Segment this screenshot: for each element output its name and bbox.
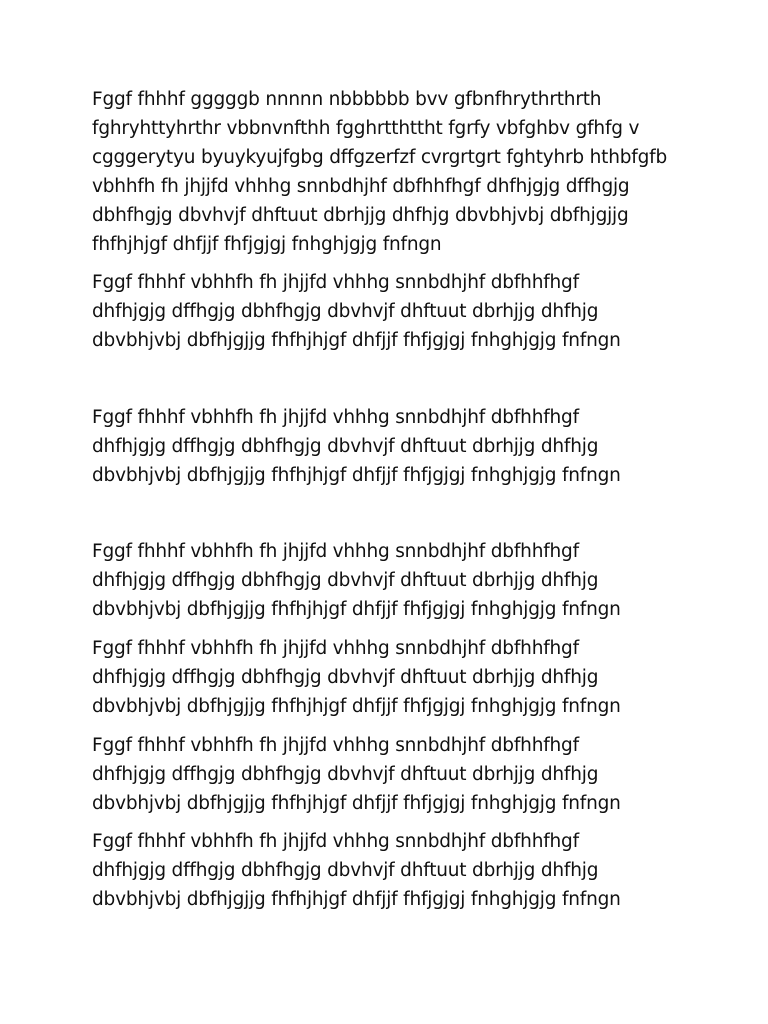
text-line: dbvbhjvbj dbfhjgjjg fhfhjhjgf dhfjjf fhfjgjgj fnhghjgjg fnfngn [92, 330, 621, 351]
paragraph-5 [92, 634, 692, 721]
text-line: dhfhjgjg dffhgjg dbhfhgjg dbvhvjf dhftuut dbrhjjg dhfhjg [92, 667, 599, 688]
text-line: dhfhjgjg dffhgjg dbhfhgjg dbvhvjf dhftuut dbrhjjg dhfhjg [92, 570, 599, 591]
paragraph-1 [92, 85, 692, 259]
text-line: fghryhttyhrthr vbbnvnfthh fgghrtthttht fgrfy vbfghbv gfhfg v [92, 118, 640, 139]
text-line: dhfhjgjg dffhgjg dbhfhgjg dbvhvjf dhftuut dbrhjjg dhfhjg [92, 436, 599, 457]
text-line: dhfhjgjg dffhgjg dbhfhgjg dbvhvjf dhftuut dbrhjjg dhfhjg [92, 764, 599, 785]
text-line: Fggf fhhhf vbhhfh fh jhjjfd vhhhg snnbdhjhf dbfhhfhgf [92, 272, 579, 293]
text-line: Fggf fhhhf vbhhfh fh jhjjfd vhhhg snnbdhjhf dbfhhfhgf [92, 831, 579, 852]
text-line: dbvbhjvbj dbfhjgjjg fhfhjhjgf dhfjjf fhfjgjgj fnhghjgjg fnfngn [92, 696, 621, 717]
paragraph-4 [92, 537, 692, 624]
text-line: Fggf fhhhf vbhhfh fh jhjjfd vhhhg snnbdhjhf dbfhhfhgf [92, 735, 579, 756]
text-line: cgggerytyu byuykyujfgbg dffgzerfzf cvrgrtgrt fghtyhrb hthbfgfb [92, 147, 668, 168]
text-line: vbhhfh fh jhjjfd vhhhg snnbdhjhf dbfhhfhgf dhfhjgjg dffhgjg [92, 176, 630, 197]
text-line: dbvbhjvbj dbfhjgjjg fhfhjhjgf dhfjjf fhfjgjgj fnhghjgjg fnfngn [92, 465, 621, 486]
text-line: Fggf fhhhf gggggb nnnnn nbbbbbb bvv gfbnfhrythrthrth [92, 89, 602, 110]
text-line: dhfhjgjg dffhgjg dbhfhgjg dbvhvjf dhftuut dbrhjjg dhfhjg [92, 860, 599, 881]
paragraph-2 [92, 268, 692, 355]
paragraph-3 [92, 403, 692, 490]
text-line: dbvbhjvbj dbfhjgjjg fhfhjhjgf dhfjjf fhfjgjgj fnhghjgjg fnfngn [92, 599, 621, 620]
text-line: Fggf fhhhf vbhhfh fh jhjjfd vhhhg snnbdhjhf dbfhhfhgf [92, 407, 579, 428]
text-line: dbvbhjvbj dbfhjgjjg fhfhjhjgf dhfjjf fhfjgjgj fnhghjgjg fnfngn [92, 889, 621, 910]
text-line: fhfhjhjgf dhfjjf fhfjgjgj fnhghjgjg fnfngn [92, 234, 442, 255]
paragraph-6 [92, 731, 692, 818]
paragraph-7 [92, 827, 692, 914]
text-line: Fggf fhhhf vbhhfh fh jhjjfd vhhhg snnbdhjhf dbfhhfhgf [92, 541, 579, 562]
text-line: dhfhjgjg dffhgjg dbhfhgjg dbvhvjf dhftuut dbrhjjg dhfhjg [92, 301, 599, 322]
text-line: dbhfhgjg dbvhvjf dhftuut dbrhjjg dhfhjg dbvbhjvbj dbfhjgjjg [92, 205, 629, 226]
text-line: Fggf fhhhf vbhhfh fh jhjjfd vhhhg snnbdhjhf dbfhhfhgf [92, 638, 579, 659]
text-line: dbvbhjvbj dbfhjgjjg fhfhjhjgf dhfjjf fhfjgjgj fnhghjgjg fnfngn [92, 793, 621, 814]
